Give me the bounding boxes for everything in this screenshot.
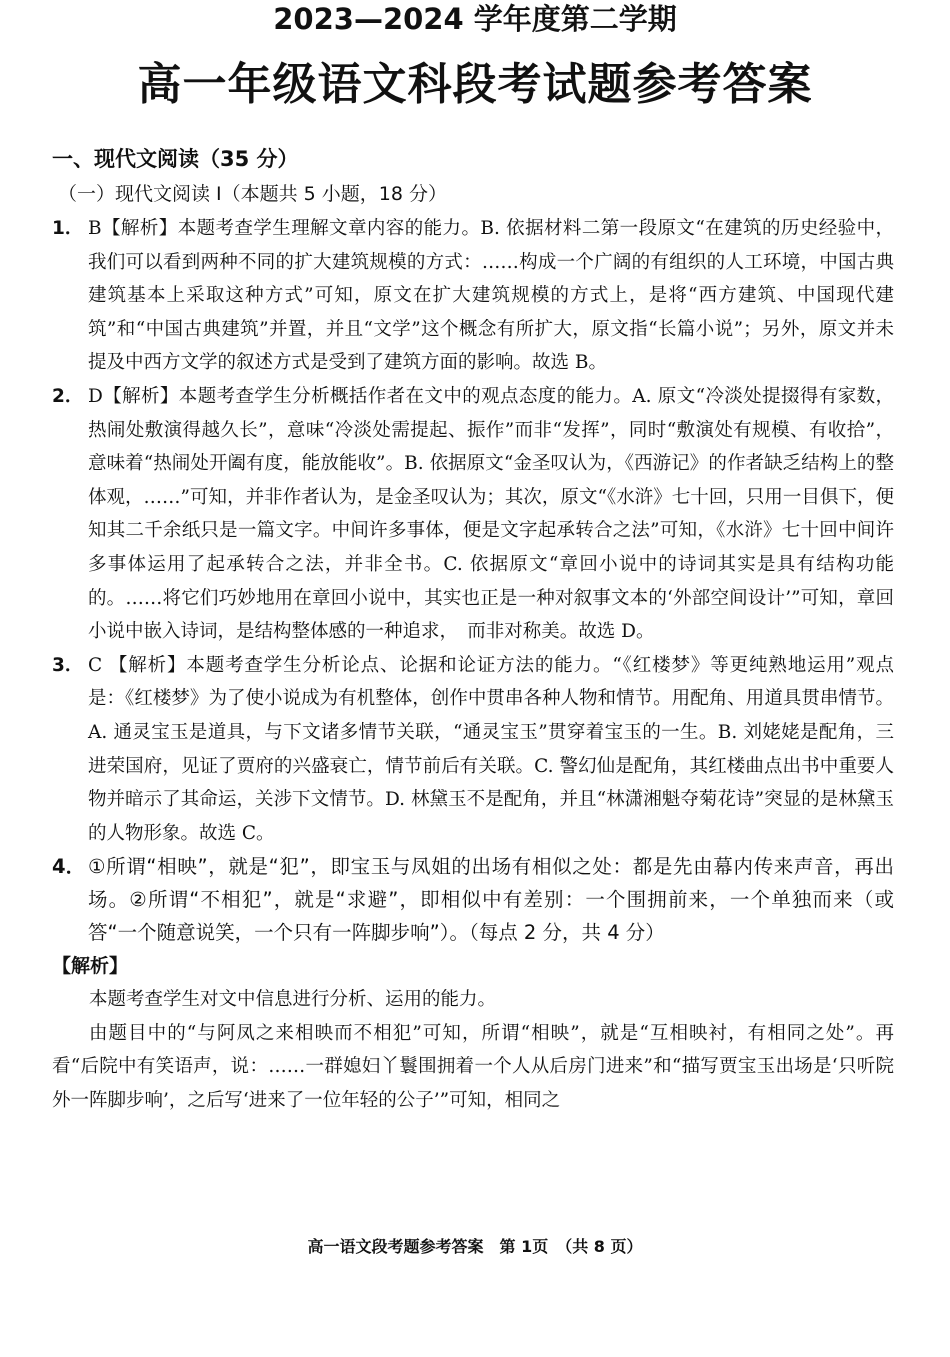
question-number: 1．	[52, 218, 84, 239]
analysis-label: 【解析】	[52, 955, 129, 978]
question-4-answer	[52, 850, 894, 949]
question-1-answer	[52, 212, 894, 380]
question-text: C 【解析】本题考查学生分析论点、论据和论证方法的能力。“《红楼梦》等更纯熟地运用”观点是：《红楼梦》为了使小说成为有机整体，创作中贯串各种人物和情节。用配角、用道具贯串情节。A. 通灵宝玉是道具，与下文诸多情节关联，“通灵宝玉”贯穿着宝玉的一生。B. 刘姥姥是配角，三进荣国府，见证了贾府的兴盛衰亡，情节前后有关联。C. 警幻仙是配角，其红楼曲点出书中重要人物并暗示了其命运，关涉下文情节。D. 林黛玉不是配角，并且“林潇湘魁夺菊花诗”突显的是林黛玉的人物形象。故选 C。	[88, 654, 894, 844]
term-title: 2023—2024 学年度第二学期	[273, 2, 677, 36]
question-text: B【解析】本题考查学生理解文章内容的能力。B. 依据材料二第一段原文“在建筑的历史经验中，我们可以看到两种不同的扩大建筑规模的方式：……构成一个广阔的有组织的人工环境，中国古典建筑基本上采取这种方式”可知，原文在扩大建筑规模的方式上，是将“西方建筑、中国现代建筑”和“中国古典建筑”并置，并且“文学”这个概念有所扩大，原文指“长篇小说”；另外，原文并未提及中西方文学的叙述方式是受到了建筑方面的影响。故选 B。	[88, 218, 894, 374]
analysis-paragraph: 本题考查学生对文中信息进行分析、运用的能力。	[89, 989, 497, 1011]
subsection-heading: （一）现代文阅读 I（本题共 5 小题，18 分）	[58, 183, 448, 205]
question-2-answer	[52, 380, 894, 649]
section-heading: 一、现代文阅读（35 分）	[52, 147, 299, 171]
question-number: 3．	[52, 654, 84, 676]
page-title: 高一年级语文科段考试题参考答案	[137, 59, 813, 110]
question-text: ①所谓“相映”，就是“犯”，即宝玉与凤姐的出场有相似之处：都是先由幕内传来声音，再出场。②所谓“不相犯”，就是“求避”，即相似中有差别：一个围拥前来，一个单独而来（或答“一个随意说笑，一个只有一阵脚步响”）。（每点 2 分，共 4 分）	[88, 855, 894, 945]
question-number: 4．	[52, 855, 86, 879]
analysis-paragraph: 由题目中的“与阿凤之来相映而不相犯”可知，所谓“相映”，就是“互相映衬，有相同之处”。再看“后院中有笑语声，说：……一群媳妇丫鬟围拥着一个人从后房门进来”和“描写贾宝玉出场是‘只听院外一阵脚步响’，之后写‘进来了一位年轻的公子’”可知，相同之	[52, 1022, 894, 1112]
page-footer: 高一语文段考题参考答案 第 1页 （共 8 页）	[307, 1237, 643, 1256]
question-text: D【解析】本题考查学生分析概括作者在文中的观点态度的能力。A. 原文“冷淡处提掇得有家数，热闹处敷演得越久长”，意味“冷淡处需提起、振作”而非“发挥”，同时“敷演处有规模、有收拾”，意味着“热闹处开阖有度，能放能收”。B. 依据原文“金圣叹认为，《西游记》的作者缺乏结构上的整体观，……”可知，并非作者认为，是金圣叹认为；其次，原文“《水浒》七十回，只用一目俱下，便知其二千余纸只是一篇文字。中间许多事体，便是文字起承转合之法”可知，《水浒》七十回中间许多事体运用了起承转合之法，并非全书。C. 依据原文“章回小说中的诗词其实是具有结构功能的。……将它们巧妙地用在章回小说中，其实也正是一种对叙事文本的‘外部空间设计’”可知，章回小说中嵌入诗词，是结构整体感的一种追求， 而非对称美。故选 D。	[88, 385, 894, 643]
answer-content	[52, 142, 894, 1118]
question-3-answer	[52, 649, 894, 851]
question-number: 2．	[52, 385, 84, 407]
